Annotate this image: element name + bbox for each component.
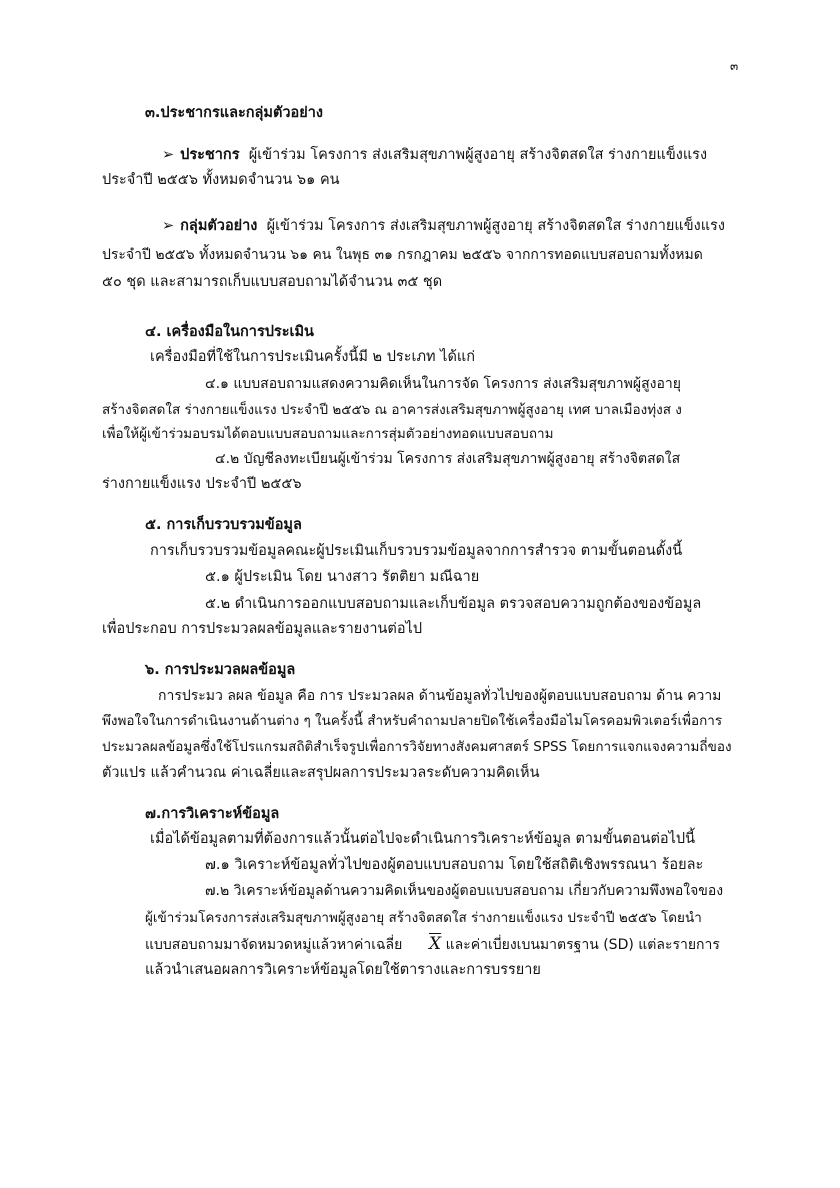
section-5-item-1: ๕.๑ ผู้ประเมิน โดย นางสาว รัตติยา มณีฉาย bbox=[205, 569, 480, 585]
sample-line-3: ๕๐ ชุด และสามารถเก็บแบบสอบถามได้จำนวน ๓๕ ชุด bbox=[102, 274, 443, 290]
section-7-item-2-line-4: แล้วนำเสนอผลการวิเคราะห์ข้อมูลโดยใช้ตารางและการบรรยาย bbox=[145, 962, 541, 978]
sample-label: กลุ่มตัวอย่าง bbox=[180, 218, 258, 234]
page-number: ๓ bbox=[730, 59, 739, 73]
section-4-item-2-line-2: ร่างกายแข็งแรง ประจำปี ๒๕๕๖ bbox=[102, 476, 302, 492]
section-6-line-4: ตัวแปร แล้วคำนวณ ค่าเฉลี่ยและสรุปผลการประมวลระดับความคิดเห็น bbox=[102, 765, 540, 781]
sample-line-1 bbox=[162, 216, 725, 236]
section-7-item-2-line-2: ผู้เข้าร่วมโครงการส่งเสริมสุขภาพผู้สูงอายุ สร้างจิตสดใส ร่างกายแข็งแรง ประจำปี ๒๕๕๖ โดยนำ bbox=[145, 910, 702, 926]
arrow-bullet-icon: ➢ bbox=[162, 218, 175, 234]
population-label: ประชากร bbox=[180, 147, 240, 163]
population-line-2: ประจำปี ๒๕๕๖ ทั้งหมดจำนวน ๖๑ คน bbox=[102, 172, 340, 188]
sample-line-2: ประจำปี ๒๕๕๖ ทั้งหมดจำนวน ๖๑ คน ในพุธ ๓๑ กรกฎาคม ๒๕๕๖ จากการทอดแบบสอบถามทั้งหมด bbox=[102, 247, 703, 263]
section-4-intro: เครื่องมือที่ใช้ในการประเมินครั้งนี้มี ๒ ประเภท ได้แก่ bbox=[150, 349, 475, 365]
sample-text: ผู้เข้าร่วม โครงการ ส่งเสริมสุขภาพผู้สูงอายุ สร้างจิตสดใส ร่างกายแข็งแรง bbox=[266, 218, 725, 234]
section-7-item-2-line-3 bbox=[145, 934, 720, 955]
section-3-heading: ๓.ประชากรและกลุ่มตัวอย่าง bbox=[145, 105, 323, 121]
mean-symbol: $\overline{X}$ bbox=[429, 934, 442, 954]
section-6-line-3: ประมวลผลข้อมูลซึ่งใช้โปรแกรมสถิติสำเร็จรูปเพื่อการวิจัยทางสังคมศาสตร์ SPSS โดยการแจกแจงความถี่ของ bbox=[102, 739, 732, 755]
section-6-line-1: การประมว ลผล ข้อมูล คือ การ ประมวลผล ด้านข้อมูลทั่วไปของผู้ตอบแบบสอบถาม ด้าน ความ bbox=[158, 688, 722, 704]
section-7-intro: เมื่อได้ข้อมูลตามที่ต้องการแล้วนั้นต่อไปจะดำเนินการวิเคราะห์ข้อมูล ตามขั้นตอนต่อไปนี้ bbox=[150, 831, 695, 847]
section-4-heading: ๔. เครื่องมือในการประเมิน bbox=[145, 324, 314, 340]
population-line-1 bbox=[162, 145, 707, 165]
section-4-item-1-line-3: เพื่อให้ผู้เข้าร่วมอบรมได้ตอบแบบสอบถามและการสุ่มตัวอย่างทอดแบบสอบถาม bbox=[102, 426, 554, 442]
section-7-heading: ๗.การวิเคราะห์ข้อมูล bbox=[145, 806, 280, 822]
section-5-item-2-line-1: ๕.๒ ดำเนินการออกแบบสอบถามและเก็บข้อมูล ตรวจสอบความถูกต้องของข้อมูล bbox=[205, 596, 702, 612]
section-4-item-1-line-2: สร้างจิตสดใส ร่างกายแข็งแรง ประจำปี ๒๕๕๖ ณ อาคารส่งเสริมสุขภาพผู้สูงอายุ เทศ บาลเมืองทุ่งส ง bbox=[102, 402, 682, 418]
section-7-item-1: ๗.๑ วิเคราะห์ข้อมูลทั่วไปของผู้ตอบแบบสอบถาม โดยใช้สถิติเชิงพรรณนา ร้อยละ bbox=[205, 857, 704, 873]
section-5-heading: ๕. การเก็บรวบรวมข้อมูล bbox=[145, 517, 302, 533]
section-5-item-2-line-2: เพื่อประกอบ การประมวลผลข้อมูลและรายงานต่อไป bbox=[102, 621, 423, 637]
arrow-bullet-icon: ➢ bbox=[162, 147, 175, 163]
section-4-item-1-line-1: ๔.๑ แบบสอบถามแสดงความคิดเห็นในการจัด โครงการ ส่งเสริมสุขภาพผู้สูงอายุ bbox=[205, 376, 681, 392]
section-6-line-2: พึงพอใจในการดำเนินงานด้านต่าง ๆ ในครั้งนี้ สำหรับคำถามปลายปิดใช้เครื่องมือไมโครคอมพิวเตอร์เพื่อการ bbox=[102, 713, 723, 729]
section-7-item-2-line-1: ๗.๒ วิเคราะห์ข้อมูลด้านความคิดเห็นของผู้ตอบแบบสอบถาม เกี่ยวกับความพึงพอใจของ bbox=[205, 883, 724, 899]
section-7-item-2-line-3-text-b: และค่าเบี่ยงเบนมาตรฐาน (SD) แต่ละรายการ bbox=[445, 937, 720, 953]
section-4-item-2-line-1: ๔.๒ บัญชีลงทะเบียนผู้เข้าร่วม โครงการ ส่งเสริมสุขภาพผู้สูงอายุ สร้างจิตสดใส bbox=[215, 451, 681, 467]
section-5-intro: การเก็บรวบรวมข้อมูลคณะผู้ประเมินเก็บรวบรวมข้อมูลจากการสำรวจ ตามขั้นตอนดั้งนี้ bbox=[150, 543, 683, 559]
section-7-item-2-line-3-text-a: แบบสอบถามมาจัดหมวดหมู่แล้วหาค่าเฉลี่ย bbox=[145, 937, 403, 953]
population-text: ผู้เข้าร่วม โครงการ ส่งเสริมสุขภาพผู้สูงอายุ สร้างจิตสดใส ร่างกายแข็งแรง bbox=[248, 147, 708, 163]
section-6-heading: ๖. การประมวลผลข้อมูล bbox=[145, 662, 296, 678]
